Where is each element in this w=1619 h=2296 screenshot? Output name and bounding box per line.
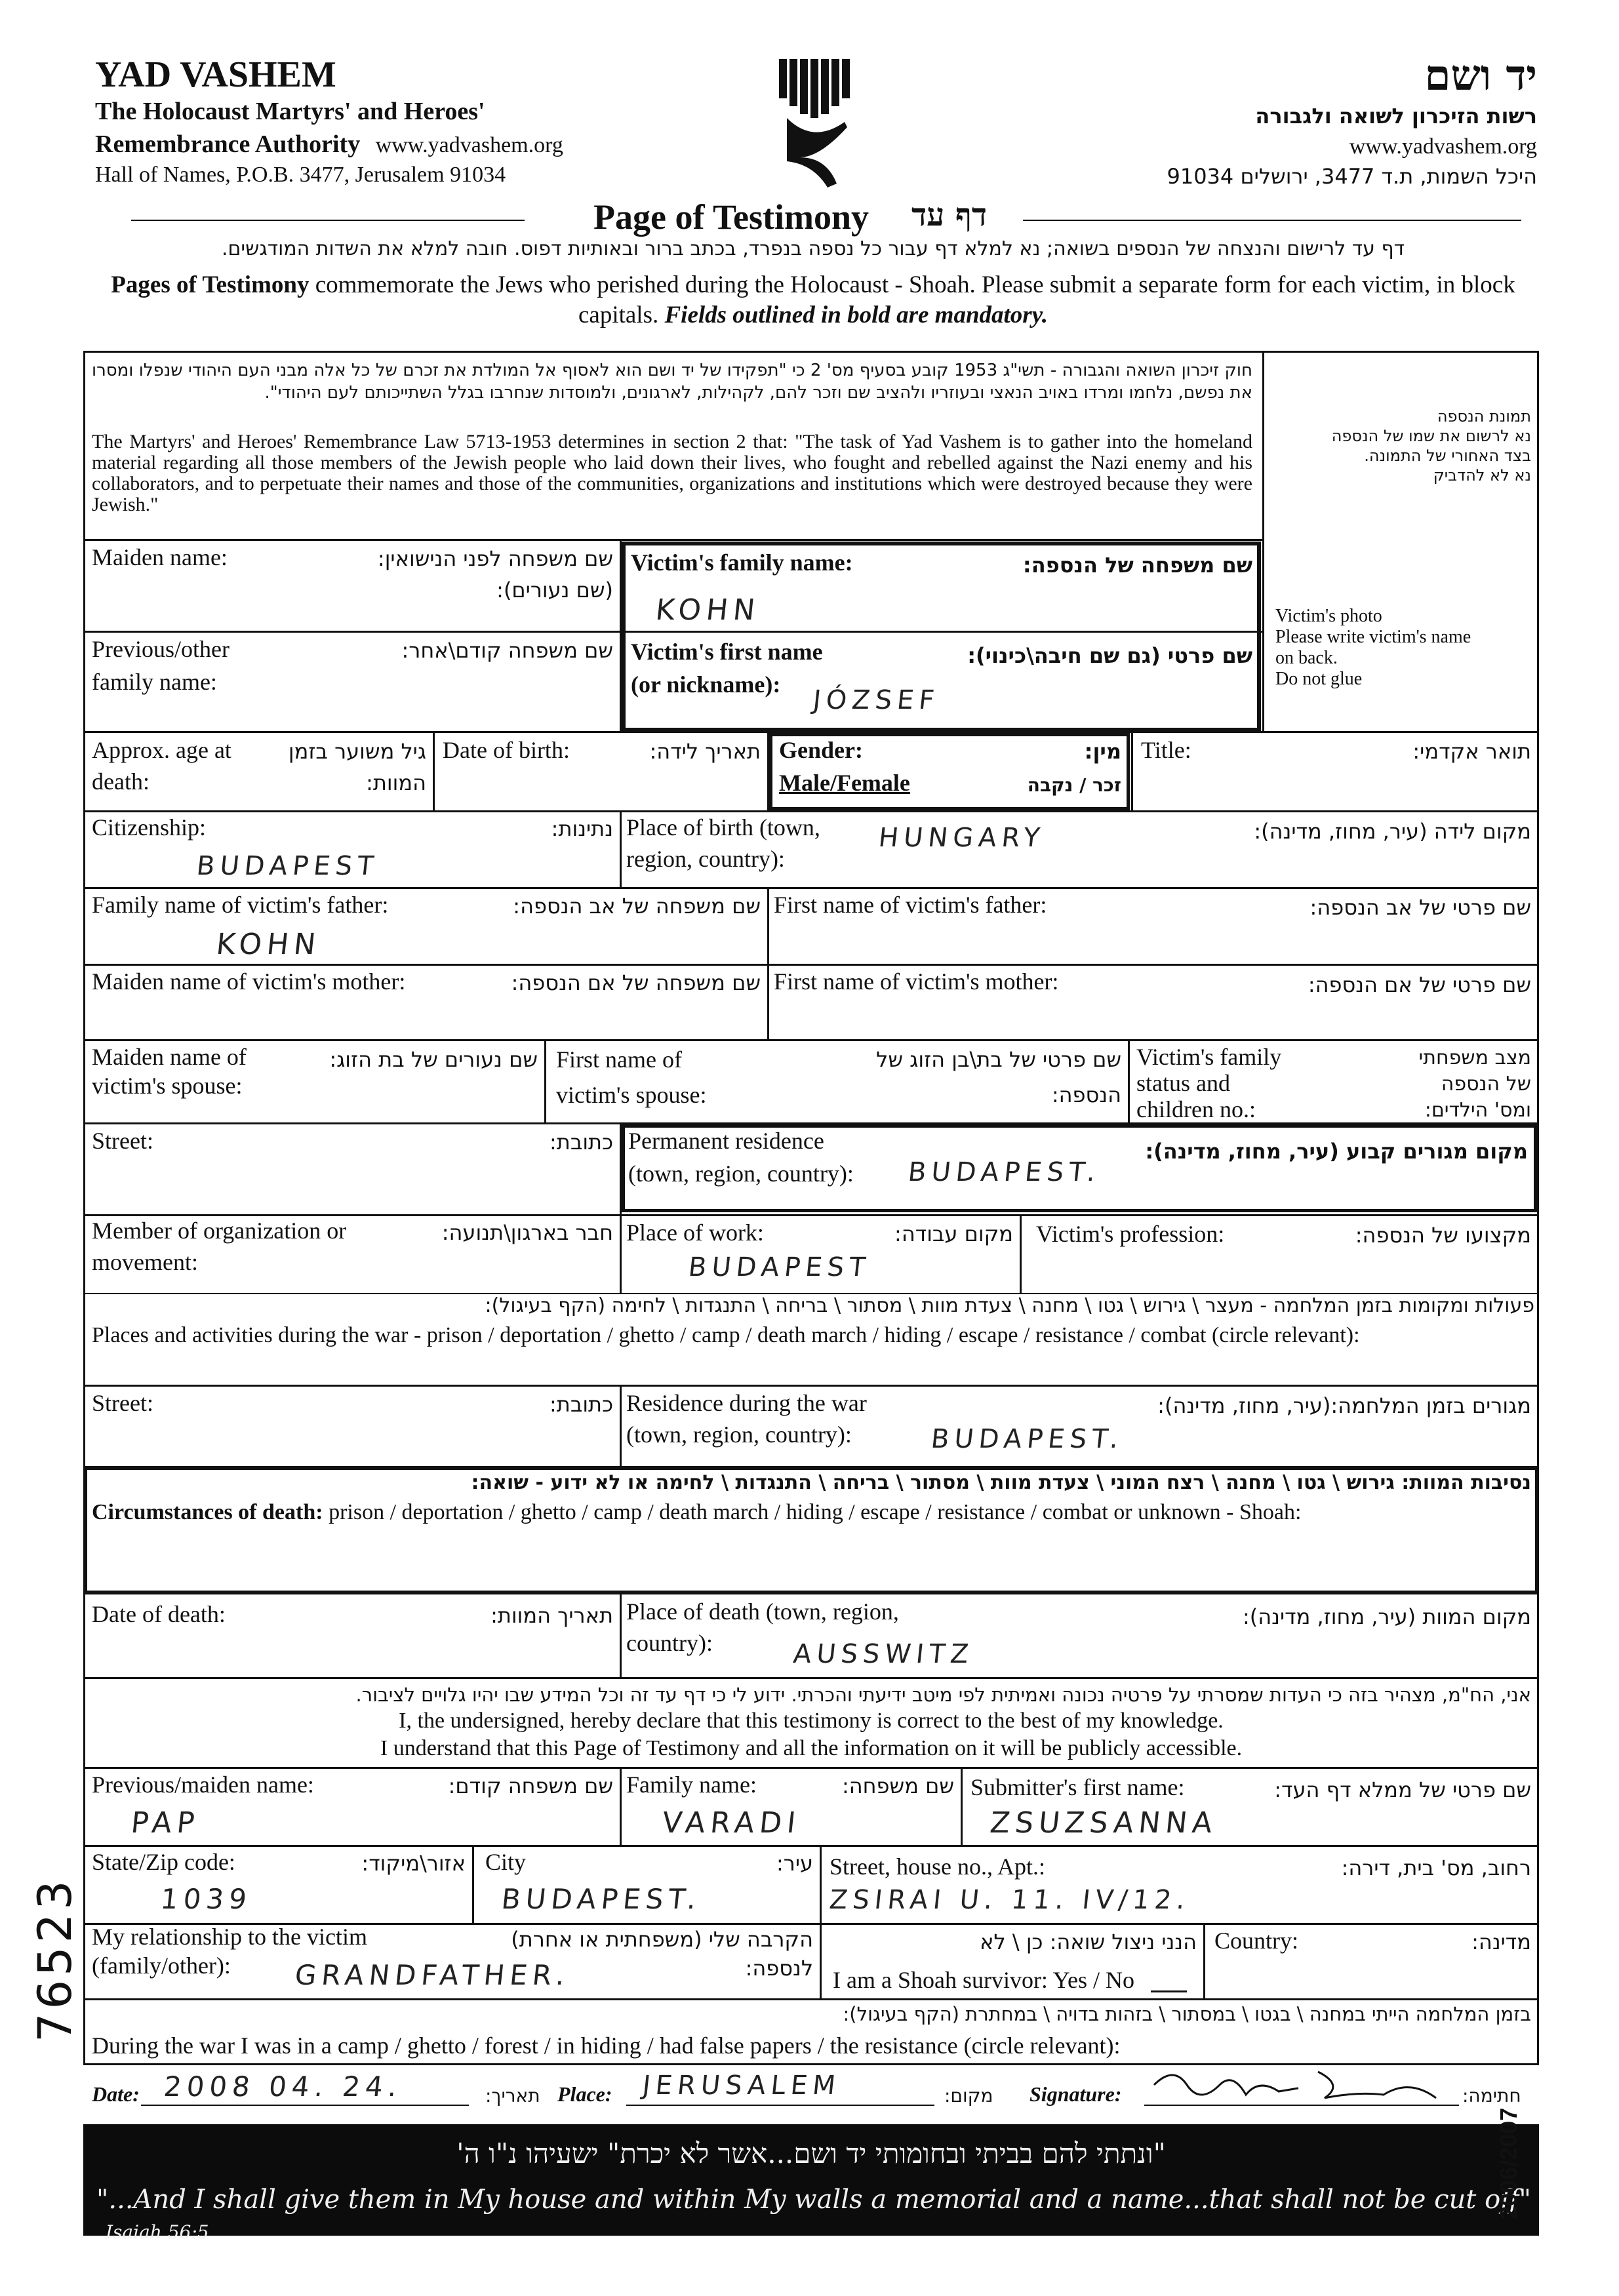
gender-he2: זכר / נקבה — [1027, 774, 1121, 796]
citizenship-he: נתינות: — [551, 816, 613, 841]
sub-city-value[interactable]: BUDAPEST. — [500, 1883, 704, 1915]
rule-sub2-v1 — [472, 1845, 474, 1924]
law-he: חוק זיכרון השואה והגבורה - תשי"ג 1953 קובע בסעיף מס' 2 כי "תפקידו של יד ושם הוא לאסוף אל המולדת את זכרם של כל אלה מבני העם היהודי שנפלו ומסרו את נפשם, נלחמו ומרדו באויב הנאצי ובעוזריו ולהציב שם וזכר להם, לקהילות, לארגונים, ולמוסדות שנחרבו בגלל השתייכותם לעם היהודי". — [92, 361, 1252, 403]
rule-row7-v1 — [544, 1039, 546, 1123]
date-label: Date: — [92, 2082, 140, 2106]
rule-sub2-v2 — [820, 1845, 822, 1999]
quote-banner — [83, 2124, 1539, 2243]
rule-row2-top — [83, 631, 1264, 633]
age-label2: death: — [92, 768, 150, 795]
birth-place-he: מקום לידה (עיר, מחוז, מדינה): — [1254, 819, 1531, 844]
date-rule — [141, 2105, 469, 2106]
rule-row11-v1 — [620, 1385, 622, 1467]
photo-he-line1: נא לרשום את שמו של הנספה — [1331, 427, 1531, 445]
authority-he: רשות הזיכרון לשואה ולגבורה — [1255, 104, 1537, 129]
father-family-value[interactable]: KOHN — [214, 928, 323, 961]
spouse-first-he2: הנספה: — [1051, 1082, 1121, 1107]
citizenship-value[interactable]: BUDAPEST — [195, 851, 380, 881]
first-name-label: Victim's first name — [631, 639, 823, 665]
father-family-he: שם משפחה של אב הנספה: — [513, 894, 761, 919]
age-label: Approx. age at — [92, 737, 231, 763]
place-death-he: מקום המוות (עיר, מחוז, מדינה): — [1242, 1604, 1531, 1629]
profession-label: Victim's profession: — [1036, 1221, 1225, 1247]
circumstances-en-text: prison / deportation / ghetto / camp / death march / hiding / escape / resistance / combat or unknown - Shoah: — [323, 1500, 1302, 1524]
birth-place-label2: region, country): — [626, 846, 785, 872]
birth-place-value[interactable]: HUNGARY — [877, 823, 1047, 853]
authority-line2-row — [95, 130, 563, 159]
date-death-label: Date of death: — [92, 1601, 226, 1627]
rule-row7-top — [83, 1039, 1539, 1041]
rule-sub1-v1 — [620, 1767, 622, 1846]
sub-street-value[interactable]: ZSIRAI U. 11. IV/12. — [828, 1885, 1192, 1915]
sub-family-name-value[interactable]: VARADI — [660, 1806, 803, 1840]
maiden-name-he2: (שם נעורים): — [496, 578, 613, 603]
place-label: Place: — [557, 2082, 612, 2106]
place-death-value[interactable]: AUSSWITZ — [791, 1639, 976, 1669]
rule-row4-v1 — [620, 810, 622, 888]
street-he: כתובת: — [550, 1130, 613, 1155]
gender-he: מין: — [1084, 739, 1121, 764]
banner-en-text: "...And I shall give them in My house and within My walls a memorial and a name...that shall not be cut off" — [96, 2185, 1531, 2215]
prev-family-he: שם משפחה קודם\אחר: — [401, 638, 613, 663]
sub-first-name-label: Submitter's first name: — [970, 1774, 1185, 1800]
sub-first-name-value[interactable]: ZSUZSANNA — [988, 1806, 1220, 1840]
org-name-en: YAD VASHEM — [95, 54, 336, 95]
photo-en-line1: Victim's photo — [1275, 606, 1382, 626]
family-name-label: Victim's family name: — [631, 549, 853, 576]
work-place-label: Place of work: — [626, 1219, 764, 1246]
declaration-en1: I, the undersigned, hereby declare that this testimony is correct to the best of my knowledge. — [399, 1709, 1224, 1733]
intro-he: דף עד לרישום והנצחה של הנספים בשואה; נא למלא דף עבור כל נספה בנפרד, בכתב ברור ובאותיות דפוס. חובה למלא את השדות המודגשים. — [221, 237, 1405, 260]
during-war-en: During the war I was in a camp / ghetto / forest / in hiding / had false papers / the resistance (circle relevant): — [92, 2032, 1121, 2059]
war-places-he: פעולות ומקומות בזמן המלחמה - מעצר \ גירוש \ גטו \ מחנה \ צעדת מוות \ מסתור \ בריחה \ התנגדות \ לחימה (הקף בעיגול): — [485, 1294, 1534, 1317]
sub-family-name-he: שם משפחה: — [841, 1773, 954, 1798]
sub-relationship-label: My relationship to the victim — [92, 1924, 367, 1950]
website-he: www.yadvashem.org — [1349, 134, 1537, 159]
citizenship-label: Citizenship: — [92, 814, 206, 841]
perm-residence-value[interactable]: BUDAPEST. — [906, 1157, 1102, 1187]
war-residence-he: מגורים בזמן המלחמה:(עיר, מחוז, מדינה): — [1157, 1393, 1531, 1418]
family-name-value[interactable]: KOHN — [654, 593, 762, 627]
sub-relationship-label2: (family/other): — [92, 1952, 231, 1979]
sub-relationship-value[interactable]: GRANDFATHER. — [293, 1959, 572, 1991]
family-status-label3: children no.: — [1136, 1096, 1256, 1122]
rule-row9-v2 — [1020, 1214, 1022, 1293]
rule-row3-v3 — [1131, 731, 1133, 812]
gender-label: Gender: — [779, 737, 863, 763]
war-street-he: כתובת: — [550, 1392, 613, 1417]
family-status-he1: מצב משפחתי — [1418, 1046, 1531, 1069]
sub-city-he: עיר: — [776, 1851, 813, 1876]
title-he: תואר אקדמי: — [1412, 739, 1531, 764]
intro-en — [105, 270, 1521, 330]
perm-residence-he: מקום מגורים קבוע (עיר, מחוז, מדינה): — [1145, 1139, 1528, 1164]
survivor-en: I am a Shoah survivor: Yes / No — [833, 1967, 1134, 1993]
sub-prev-name-he: שם משפחה קודם: — [448, 1773, 613, 1798]
maiden-name-label: Maiden name: — [92, 544, 228, 570]
dob-he: תאריך לידה: — [649, 739, 761, 764]
date-death-he: תאריך המוות: — [490, 1603, 613, 1628]
circumstances-he: נסיבות המוות: גירוש \ גטו \ מחנה \ רצח המוני \ צעדת מוות \ מסתור \ בריחה \ התנגדות \ לחימה או לא ידוע - שואה: — [471, 1471, 1531, 1494]
war-residence-value[interactable]: BUDAPEST. — [929, 1424, 1125, 1454]
banner-he: "ונתתי להם בביתי ובחומותי יד ושם...אשר לא יכרת" ישעיהו נ"ו ה' — [456, 2137, 1166, 2169]
prev-family-label2: family name: — [92, 669, 217, 695]
photo-he — [1269, 406, 1531, 485]
profession-he: מקצועו של הנספה: — [1355, 1223, 1531, 1248]
photo-he-line2: בצד האחורי של התמונה. — [1364, 446, 1531, 465]
sub-zip-value[interactable]: 1039 — [159, 1883, 254, 1915]
perm-residence-label: Permanent residence — [628, 1128, 824, 1154]
rule-sub3-v1 — [1203, 1923, 1205, 1999]
declaration-en2: I understand that this Page of Testimony and all the information on it will be publicly accessible. — [380, 1736, 1243, 1760]
prev-family-label: Previous/other — [92, 636, 230, 662]
photo-en-line2: Please write victim's name — [1275, 627, 1471, 647]
title-rule-right — [1023, 220, 1521, 221]
work-place-he: מקום עבודה: — [894, 1221, 1013, 1246]
side-archive-number: 76523 — [28, 1876, 82, 2042]
rule-sub1-top — [83, 1767, 1539, 1769]
yad-vashem-logo — [774, 59, 859, 190]
war-residence-label: Residence during the war — [626, 1390, 867, 1416]
rule-sub2-top — [83, 1845, 1539, 1847]
date-value[interactable]: 2008 04. 24. — [162, 2070, 404, 2103]
father-first-he: שם פרטי של אב הנספה: — [1309, 895, 1531, 920]
mother-maiden-he: שם משפחה של אם הנספה: — [511, 970, 761, 995]
survivor-he: הנני ניצול שואה: כן \ לא — [980, 1930, 1197, 1954]
rule-row11-top — [83, 1385, 1539, 1387]
war-residence-label2: (town, region, country): — [626, 1421, 852, 1448]
sub-relationship-he: הקרבה שלי (משפחתית או אחרת) לנספה: — [511, 1927, 813, 1981]
title-rule-left — [131, 220, 525, 221]
place-death-label: Place of death (town, region, — [626, 1598, 899, 1625]
sub-country-label: Country: — [1214, 1928, 1299, 1954]
year-code: 2006/2007 — [1495, 2107, 1522, 2219]
street-label: Street: — [92, 1128, 153, 1154]
birth-place-label: Place of birth (town, — [626, 814, 820, 841]
father-family-label: Family name of victim's father: — [92, 892, 389, 918]
sub-street-label: Street, house no., Apt.: — [829, 1853, 1045, 1880]
intro-en-bold: Pages of Testimony — [111, 271, 310, 298]
rule-row5-v1 — [767, 887, 769, 1039]
family-status-he3: ומס' הילדים: — [1424, 1099, 1531, 1122]
war-places-en: Places and activities during the war - prison / deportation / ghetto / camp / death march / hiding / escape / resistance / combat (circle relevant): — [92, 1323, 1360, 1347]
declaration-he: אני, הח"מ, מצהיר בזה כי העדות שמסרתי על פרטיה נכונה ואמיתית לפי מיטב ידיעתי והכרתי. ידוע לי כי דף עד זה וכל המידע שבו יהיו גלויים לציבור. — [355, 1684, 1531, 1706]
family-status-label1: Victim's family — [1136, 1044, 1282, 1070]
place-rule — [626, 2105, 934, 2106]
sub-first-name-he: שם פרטי של ממלא דף העד: — [1274, 1777, 1531, 1802]
law-en: The Martyrs' and Heroes' Remembrance Law 5713-1953 determines in section 2 that: "The task of Yad Vashem is to gather into the homeland material regarding all those members of the Jewish people who laid down their lives, who fought and rebelled against the Nazi enemy and his collaborators, and to perpetuate their names and those of the communities, organizations and institutions which were destroyed because they were Jewish." — [92, 431, 1252, 515]
sub-prev-name-label: Previous/maiden name: — [92, 1771, 314, 1798]
mother-first-label: First name of victim's mother: — [774, 968, 1059, 995]
first-name-label2: (or nickname): — [631, 671, 781, 698]
family-name-he: שם משפחה של הנספה: — [1022, 553, 1252, 578]
first-name-he: שם פרטי (גם שם חיבה\כינוי): — [967, 643, 1252, 668]
organization-label: Member of organization or — [92, 1217, 347, 1244]
signature-label: Signature: — [1029, 2082, 1122, 2106]
photo-en-line3: on back. — [1275, 648, 1338, 668]
rule-sub4-top — [83, 1998, 1539, 2000]
maiden-name-he: שם משפחה לפני הנישואין: — [377, 546, 613, 571]
title-en: Page of Testimony — [593, 197, 869, 237]
spouse-first-label: First name of — [556, 1046, 682, 1073]
place-he: מקום: — [944, 2085, 993, 2107]
sub-family-name-label: Family name: — [626, 1771, 757, 1798]
sub-city-label: City — [485, 1849, 527, 1875]
org-name-he: יד ושם — [1424, 51, 1537, 100]
rule-row4-top — [83, 810, 1539, 812]
spouse-first-label2: victim's spouse: — [556, 1082, 707, 1108]
website-en: www.yadvashem.org — [375, 133, 563, 157]
first-name-value[interactable]: JÓZSEF — [811, 685, 941, 715]
war-street-label: Street: — [92, 1390, 153, 1416]
photo-he-title: תמונת הנספה — [1437, 407, 1531, 426]
rule-decl-top — [83, 1677, 1539, 1679]
rule-row6-top — [83, 964, 1539, 966]
address-he: היכל השמות, ת.ד 3477, ירושלים 91034 — [1167, 164, 1537, 189]
gender-options: Male/Female — [779, 770, 910, 796]
sub-prev-name-value[interactable]: PAP — [129, 1806, 202, 1840]
banner-en — [96, 2185, 1539, 2245]
rule-row1-top — [83, 539, 1264, 541]
sub-zip-label: State/Zip code: — [92, 1849, 235, 1875]
during-war-he: בזמן המלחמה הייתי במחנה \ בגטו \ במסתור \ בזהות בדויה \ במחתרת (הקף בעיגול): — [843, 2003, 1531, 2025]
authority-line2: Remembrance Authority — [95, 130, 361, 158]
rule-row9-v1 — [620, 1214, 622, 1293]
signature-scribble-icon[interactable] — [1148, 2059, 1462, 2111]
intro-en-mandatory: Fields outlined in bold are mandatory. — [664, 302, 1049, 328]
spouse-first-he: שם פרטי של בת\בן הזוג של — [876, 1047, 1121, 1072]
survivor-no-underline — [1151, 1990, 1187, 1992]
photo-en-line4: Do not glue — [1275, 669, 1363, 689]
place-value[interactable]: JERUSALEM — [641, 2070, 843, 2101]
rule-row5-top — [83, 887, 1539, 889]
rule-row13-v1 — [620, 1594, 622, 1678]
organization-he: חבר בארגון\תנועה: — [441, 1220, 613, 1245]
circumstances-en-bold: Circumstances of death: — [92, 1500, 323, 1524]
age-he2: המוות: — [366, 770, 426, 795]
banner-ref: Isaiah 56:5 — [106, 2221, 209, 2243]
circumstances-en — [92, 1499, 1301, 1526]
signature-he: חתימה: — [1462, 2085, 1521, 2107]
photo-en — [1275, 606, 1538, 690]
title-he: דף עד — [911, 197, 987, 233]
intro-en-text: commemorate the Jews who perished during the Holocaust - Shoah. Please submit a separate form for each victim, in block capitals. — [309, 271, 1515, 328]
mother-first-he: שם פרטי של אם הנספה: — [1308, 972, 1531, 997]
spouse-maiden-label2: victim's spouse: — [92, 1073, 243, 1099]
sub-country-he: מדינה: — [1471, 1930, 1531, 1954]
sub-street-he: רחוב, מס' בית, דירה: — [1341, 1855, 1531, 1880]
photo-he-line3: נא לא להדביק — [1433, 466, 1531, 485]
family-status-he2: של הנספה — [1441, 1073, 1531, 1096]
rule-sub1-v2 — [961, 1767, 963, 1846]
title-label: Title: — [1141, 737, 1191, 763]
photo-divider — [1262, 351, 1264, 731]
mother-maiden-label: Maiden name of victim's mother: — [92, 968, 406, 995]
spouse-maiden-he: שם נעורים של בת הזוג: — [329, 1047, 538, 1072]
spouse-maiden-label: Maiden name of — [92, 1044, 247, 1070]
place-death-label2: country): — [626, 1630, 713, 1656]
menorah-logo-icon — [774, 59, 859, 190]
rule-row3-v1 — [433, 731, 435, 812]
family-status-label — [1136, 1044, 1281, 1122]
dob-label: Date of birth: — [443, 737, 570, 763]
family-status-he — [1370, 1045, 1531, 1124]
sub-zip-he: אזור\מיקוד: — [361, 1851, 466, 1876]
perm-residence-label2: (town, region, country): — [628, 1160, 854, 1187]
authority-line1: The Holocaust Martyrs' and Heroes' — [95, 98, 485, 125]
age-he: גיל משוער בזמן — [288, 739, 426, 764]
father-first-label: First name of victim's father: — [774, 892, 1047, 918]
family-status-label2: status and — [1136, 1070, 1230, 1096]
rule-row7-v2 — [1128, 1039, 1130, 1123]
work-place-value[interactable]: BUDAPEST — [687, 1252, 872, 1282]
address-en: Hall of Names, P.O.B. 3477, Jerusalem 91034 — [95, 163, 506, 187]
date-he: תאריך: — [485, 2085, 540, 2107]
organization-label2: movement: — [92, 1249, 198, 1275]
